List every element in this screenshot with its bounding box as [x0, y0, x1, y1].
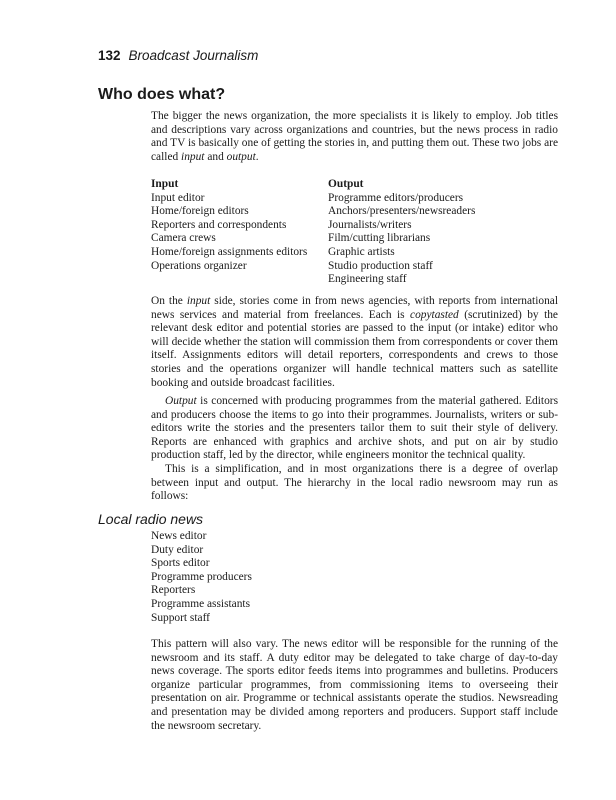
copytasted-term: copytasted	[410, 308, 459, 321]
output-para-text: is concerned with producing programmes from the material gathered. Editors and producers choose the items to go into their programmes. Journalists, writers or sub-editors write the stories and the presenters tailor them to suit their style of delivery. Reports are enhanced with graphics and archive shots, and put on air by studio production staff, led by the director, while engineers monitor the technical quality.	[151, 395, 558, 462]
local-radio-paragraph: This pattern will also vary. The news editor will be responsible for the running of the newsroom and its staff. A duty editor may be delegated to take charge of day-to-day news coverage. The sports editor feeds items into programmes and bulletins. Producers organize particular programmes, from commissioning items to overseeing their presentation on air. Programme or technical assistants operate the studios. Newsreading and presentation may be divided among reporters and producers. Support staff include the newsroom secretary.	[151, 638, 558, 732]
list-item: Studio production staff	[328, 259, 433, 272]
running-head	[98, 48, 258, 63]
simplification-paragraph: This is a simplification, and in most organizations there is a degree of overlap between input and output. The hierarchy in the local radio newsroom may run as follows:	[151, 463, 558, 503]
list-item: Programme assistants	[151, 597, 251, 610]
list-item: Engineering staff	[328, 273, 407, 286]
intro-end: .	[255, 150, 259, 163]
intro-paragraph	[151, 110, 558, 164]
input-para-term: input	[186, 295, 211, 307]
input-para-text-3: (scrutinized) by the relevant desk editor and potential stories are passed to the input (or intake) editor who will decide whether the station will commission them from correspondents or cover them itself. Assignments editors will detail reporters, correspondents and crews to those stories and the operations organizer will handle technical matters such as satellite booking and outside broadcast facilities.	[151, 308, 558, 389]
intro-output-term: output	[226, 150, 256, 163]
output-list	[328, 192, 558, 287]
intro-conjunction: and	[204, 150, 227, 163]
input-list	[151, 192, 326, 274]
list-item: Home/foreign assignments editors	[151, 245, 308, 258]
output-column	[328, 178, 558, 287]
intro-text: The bigger the news organization, the more specialists it is likely to employ. Job titles and descriptions vary across organizations and countries, but the news process in radio and TV is basically one of getting the stories in, and putting them out. These two jobs are called	[151, 110, 558, 163]
list-item: Sports editor	[151, 557, 210, 570]
list-item: Film/cutting librarians	[328, 232, 431, 245]
input-para-text-2: side, stories come in from news agencies, with reports from international news services and material from freelances. Each is	[151, 295, 558, 321]
list-item: Reporters	[151, 584, 196, 597]
input-para-text-1: On the	[151, 295, 187, 307]
list-item: Home/foreign editors	[151, 205, 249, 218]
list-item: Camera crews	[151, 232, 216, 245]
book-title: Broadcast Journalism	[128, 48, 259, 63]
list-item: Operations organizer	[151, 259, 247, 272]
local-radio-hierarchy-list	[151, 530, 252, 625]
output-column-heading: Output	[328, 178, 364, 190]
section-heading: Who does what?	[98, 86, 226, 103]
page-number: 132	[98, 48, 121, 63]
output-para-term: Output	[165, 395, 197, 407]
input-column-heading: Input	[151, 178, 179, 190]
list-item: Programme editors/producers	[328, 191, 464, 204]
list-item: Anchors/presenters/newsreaders	[328, 205, 476, 218]
list-item: News editor	[151, 530, 207, 542]
subsection-heading: Local radio news	[98, 511, 204, 527]
list-item: Duty editor	[151, 543, 204, 556]
list-item: Programme producers	[151, 570, 252, 583]
input-column	[151, 178, 326, 273]
list-item: Input editor	[151, 191, 205, 204]
list-item: Journalists/writers	[328, 218, 412, 231]
list-item: Support staff	[151, 611, 210, 624]
intro-input-term: input	[181, 150, 205, 163]
output-paragraph	[151, 395, 558, 463]
list-item: Reporters and correspondents	[151, 218, 287, 231]
input-paragraph	[151, 295, 558, 390]
list-item: Graphic artists	[328, 245, 395, 258]
